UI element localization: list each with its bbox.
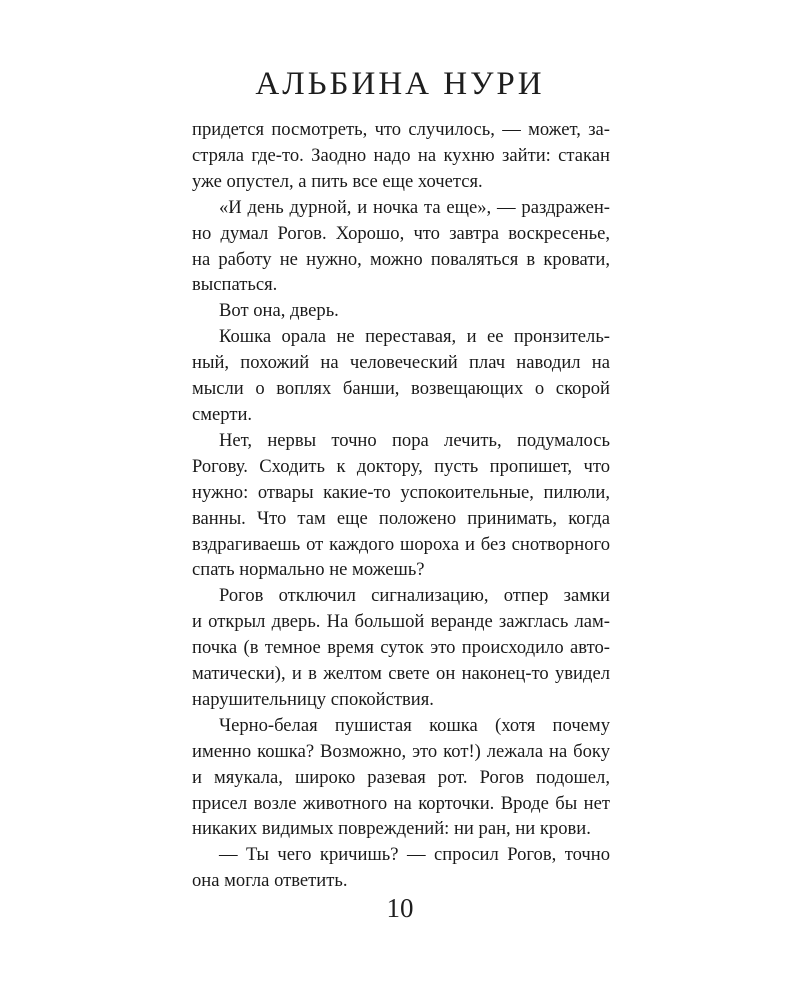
text-line: нарушительницу спокойствия.: [192, 688, 434, 710]
body-text: [192, 117, 610, 894]
paragraph: [192, 583, 610, 713]
text-line: но думал Рогов. Хорошо, что завтра воскресенье,: [192, 222, 610, 244]
text-line: присел возле животного на корточки. Вроде бы нет: [192, 792, 610, 814]
text-line: она могла ответить.: [192, 870, 348, 892]
text-line: выспаться.: [192, 274, 278, 296]
paragraph: [192, 298, 610, 324]
text-line: никаких видимых повреждений: ни ран, ни крови.: [192, 818, 591, 840]
text-line: ванны. Что там еще положено принимать, когда: [192, 507, 610, 529]
text-line: нужно: отвары какие-то успокоительные, пилюли,: [192, 481, 610, 503]
text-line: Вот она, дверь.: [219, 300, 339, 322]
text-line: придется посмотреть, что случилось, — может, за-: [192, 119, 610, 140]
text-line: вздрагиваешь от каждого шороха и без снотворного: [192, 533, 610, 555]
text-line: смерти.: [192, 403, 253, 425]
paragraph: [192, 842, 610, 894]
page-number: 10: [386, 893, 414, 923]
text-line: уже опустел, а пить все еще хочется.: [192, 170, 483, 192]
text-line: ный, похожий на человеческий плач наводил на: [192, 352, 610, 374]
paragraph: [192, 195, 610, 299]
text-line: мысли о воплях банши, возвещающих о скорой: [192, 378, 610, 400]
text-line: Черно-белая пушистая кошка (хотя почему: [219, 714, 610, 736]
text-line: на работу не нужно, можно поваляться в кровати,: [192, 248, 610, 270]
text-line: стряла где-то. Заодно надо на кухню зайти: стакан: [192, 144, 610, 166]
text-line: и открыл дверь. На большой веранде зажглась лам-: [192, 611, 610, 633]
text-line: и мяукала, широко разевая рот. Рогов подошел,: [192, 766, 610, 788]
text-line: Рогов отключил сигнализацию, отпер замки: [219, 585, 610, 607]
text-line: спать нормально не можешь?: [192, 559, 425, 581]
paragraph: [192, 117, 610, 195]
running-head-author: АЛЬБИНА НУРИ: [255, 66, 545, 102]
text-line: Рогову. Сходить к доктору, пусть пропишет, что: [192, 455, 610, 477]
paragraph: [192, 428, 610, 583]
text-line: именно кошка? Возможно, это кот!) лежала на боку: [192, 740, 610, 762]
text-line: «И день дурной, и ночка та еще», — раздражен-: [219, 196, 610, 218]
text-line: Кошка орала не переставая, и ее пронзитель-: [219, 326, 610, 348]
text-line: Нет, нервы точно пора лечить, подумалось: [219, 429, 610, 451]
paragraph: [192, 713, 610, 843]
text-line: почка (в темное время суток это происходило авто-: [192, 637, 610, 659]
paragraph: [192, 324, 610, 428]
text-line: — Ты чего кричишь? — спросил Рогов, точно: [219, 844, 610, 866]
text-line: матически), и в желтом свете он наконец-то увидел: [192, 663, 610, 685]
